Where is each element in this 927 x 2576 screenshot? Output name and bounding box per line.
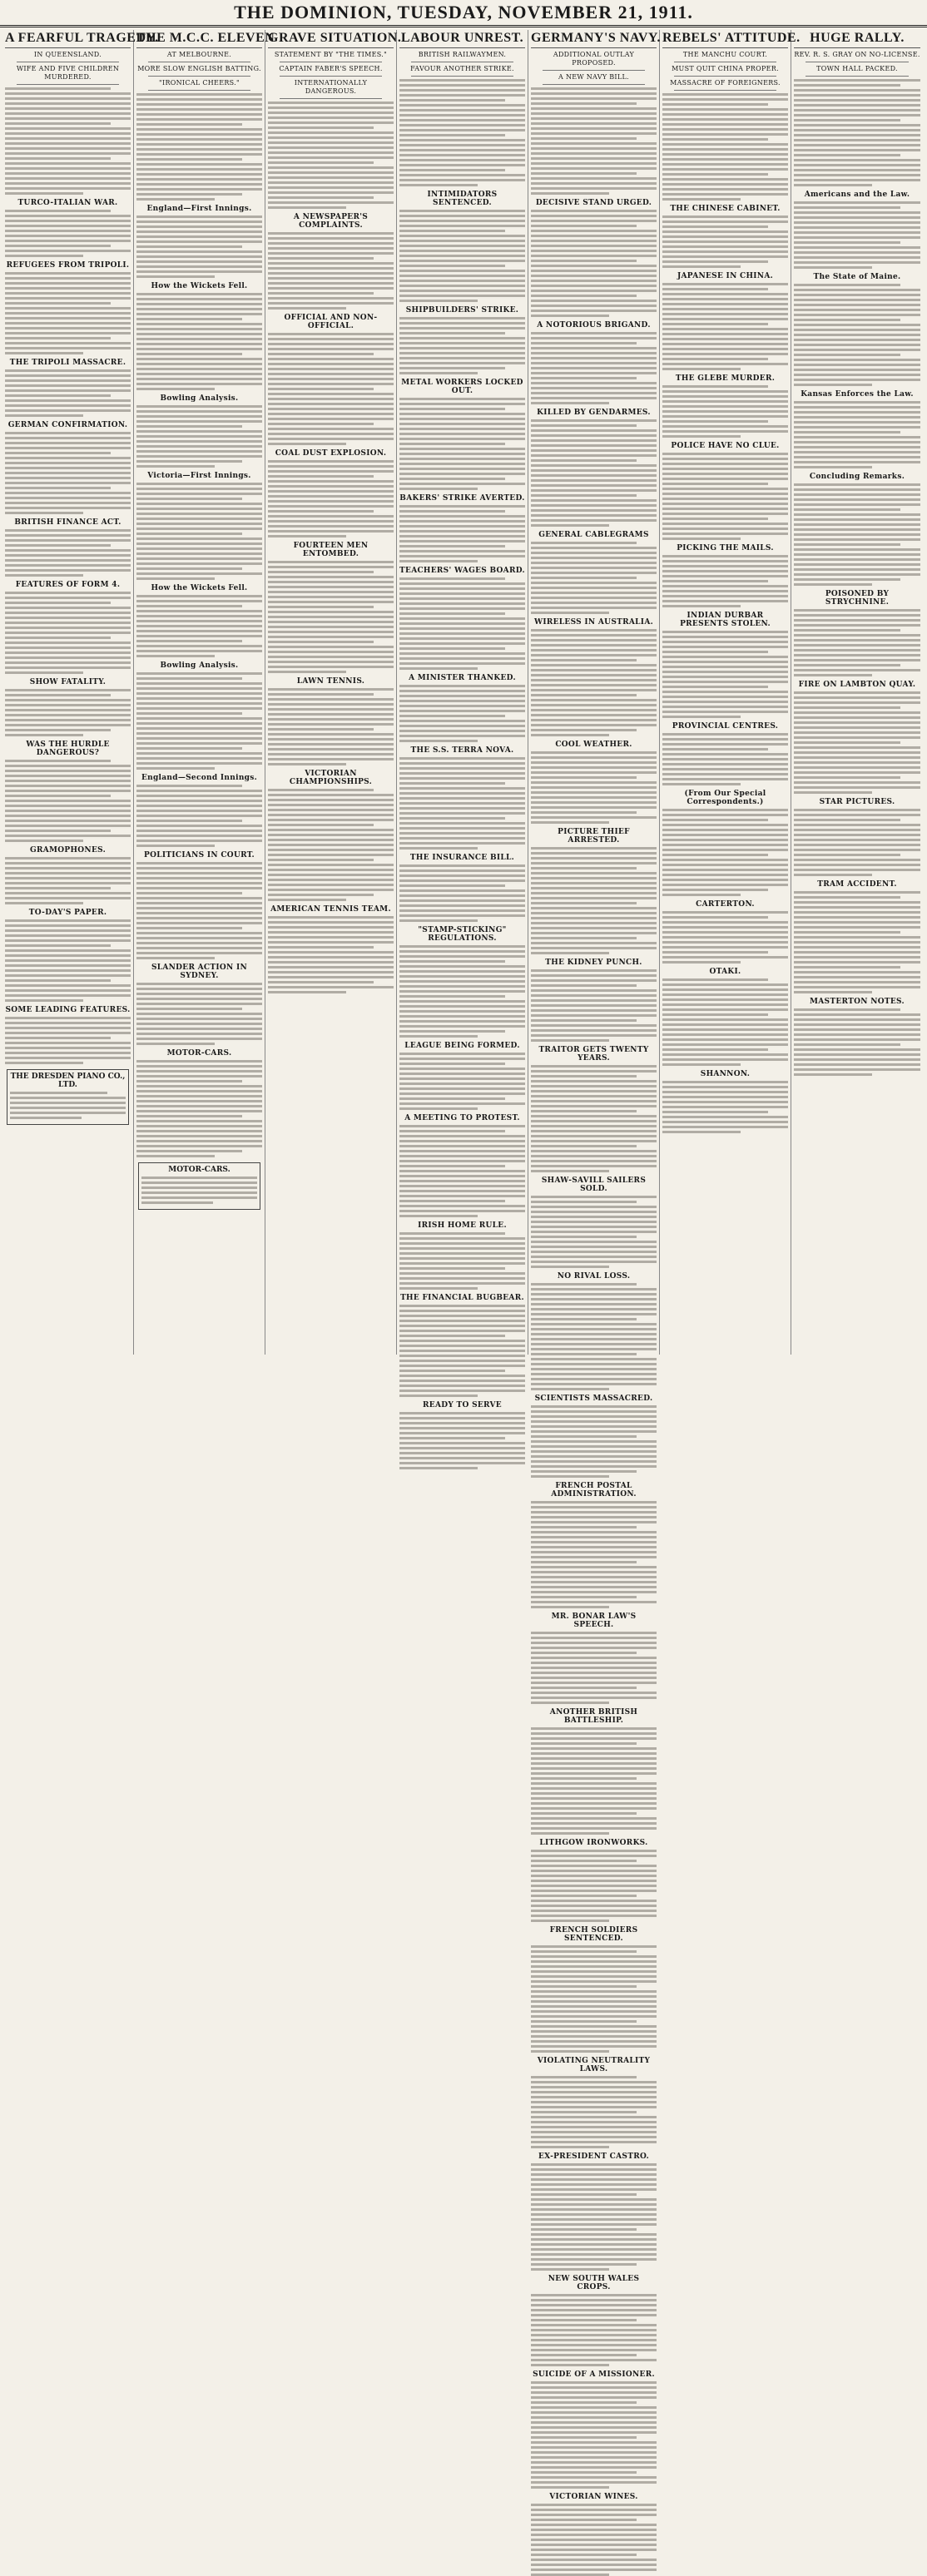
news-column bbox=[265, 30, 402, 1355]
body-text-block bbox=[531, 2076, 657, 2148]
column-subheading: STATEMENT BY "THE TIMES." bbox=[274, 51, 388, 58]
section-heading: SOME LEADING FEATURES. bbox=[5, 1006, 131, 1014]
section-heading: FRENCH POSTAL ADMINISTRATION. bbox=[551, 1482, 637, 1499]
body-text-block bbox=[531, 1632, 657, 1704]
body-text-block bbox=[399, 210, 525, 302]
body-text-block bbox=[662, 809, 788, 896]
body-text-block bbox=[136, 672, 262, 770]
column-headline: REBELS' ATTITUDE. bbox=[662, 30, 788, 48]
body-text-block bbox=[399, 1053, 525, 1110]
body-text-block bbox=[794, 1008, 920, 1076]
body-text-block bbox=[268, 688, 394, 765]
body-text-block bbox=[662, 385, 788, 438]
advertisement-title: MOTOR-CARS. bbox=[168, 1166, 231, 1174]
body-text-block bbox=[136, 1060, 262, 1157]
column-subheading: BRITISH RAILWAYMEN. bbox=[418, 51, 507, 58]
section-heading: THE GLEBE MURDER. bbox=[675, 374, 776, 383]
section-heading: JAPANESE IN CHINA. bbox=[677, 272, 774, 280]
section-heading: THE INSURANCE BILL. bbox=[409, 854, 515, 862]
body-text-block bbox=[662, 1081, 788, 1133]
body-text-block bbox=[531, 1065, 657, 1172]
section-heading: NO RIVAL LOSS. bbox=[557, 1272, 631, 1281]
body-text-block bbox=[531, 2381, 657, 2489]
section-heading: A NEWSPAPER'S COMPLAINTS. bbox=[293, 213, 369, 230]
section-heading: How the Wickets Fell. bbox=[151, 282, 248, 290]
section-heading: SUICIDE OF A MISSIONER. bbox=[533, 2370, 655, 2379]
body-text-block bbox=[136, 405, 262, 468]
body-text-block bbox=[399, 864, 525, 922]
divider bbox=[543, 70, 645, 71]
section-heading: TEACHERS' WAGES BOARD. bbox=[399, 567, 525, 575]
body-text-block bbox=[136, 785, 262, 847]
section-heading: METAL WORKERS LOCKED OUT. bbox=[401, 379, 523, 395]
section-heading: TURCO-ITALIAN WAR. bbox=[17, 199, 118, 207]
body-text-block bbox=[399, 685, 525, 742]
body-text-block bbox=[531, 629, 657, 736]
section-heading: PROVINCIAL CENTRES. bbox=[672, 722, 779, 731]
column-headline: GRAVE SITUATION. bbox=[268, 30, 394, 48]
section-heading: TRAITOR GETS TWENTY YEARS. bbox=[538, 1046, 649, 1063]
section-heading: A MINISTER THANKED. bbox=[409, 674, 516, 682]
body-text-block bbox=[531, 2504, 657, 2576]
section-heading: OTAKI. bbox=[709, 968, 741, 976]
body-text-block bbox=[531, 1850, 657, 1922]
section-heading: LEAGUE BEING FORMED. bbox=[404, 1042, 520, 1050]
section-heading: THE KIDNEY PUNCH. bbox=[545, 959, 642, 967]
section-heading: BAKERS' STRIKE AVERTED. bbox=[399, 494, 525, 503]
news-column bbox=[397, 30, 528, 1409]
news-column bbox=[134, 30, 275, 1355]
body-text-block bbox=[5, 760, 131, 842]
body-text-block bbox=[399, 505, 525, 562]
body-text-block bbox=[399, 1232, 525, 1290]
section-heading: WAS THE HURDLE DANGEROUS? bbox=[26, 741, 110, 757]
section-heading: POISONED BY STRYCHNINE. bbox=[825, 590, 890, 607]
column-headline: GERMANY'S NAVY. bbox=[531, 30, 657, 48]
section-heading: SHIPBUILDERS' STRIKE. bbox=[405, 306, 519, 315]
column-subheading: MASSACRE OF FOREIGNERS. bbox=[670, 79, 781, 87]
section-heading: Kansas Enforces the Law. bbox=[801, 390, 914, 399]
section-heading: TRAM ACCIDENT. bbox=[817, 880, 897, 889]
section-heading: POLICE HAVE NO CLUE. bbox=[671, 442, 780, 450]
section-heading: BRITISH FINANCE ACT. bbox=[14, 518, 121, 527]
section-heading: INTIMIDATORS SENTENCED. bbox=[427, 191, 498, 207]
section-heading: ANOTHER BRITISH BATTLESHIP. bbox=[549, 1708, 638, 1725]
body-text-block bbox=[794, 891, 920, 993]
body-text-block bbox=[662, 631, 788, 718]
divider bbox=[148, 76, 250, 77]
section-heading: Victoria—First Innings. bbox=[147, 472, 251, 480]
divider bbox=[17, 84, 119, 85]
body-text-block bbox=[531, 1196, 657, 1268]
body-text-block bbox=[5, 432, 131, 514]
body-text-block bbox=[136, 862, 262, 959]
body-text-block bbox=[662, 215, 788, 268]
section-heading: VIOLATING NEUTRALITY LAWS. bbox=[537, 2057, 651, 2073]
divider bbox=[411, 76, 513, 77]
section-heading: "STAMP-STICKING" REGULATIONS. bbox=[418, 926, 507, 943]
section-heading: SHOW FATALITY. bbox=[29, 678, 107, 686]
body-text-block bbox=[531, 1727, 657, 1835]
section-heading: FEATURES OF FORM 4. bbox=[15, 581, 121, 589]
body-text-block bbox=[136, 293, 262, 390]
section-heading: AMERICAN TENNIS TEAM. bbox=[270, 905, 391, 914]
section-heading: MR. BONAR LAW'S SPEECH. bbox=[551, 1612, 637, 1629]
body-text-block bbox=[268, 789, 394, 901]
body-text-block bbox=[662, 978, 788, 1066]
section-heading: VICTORIAN WINES. bbox=[549, 2493, 638, 2501]
section-heading: IRISH HOME RULE. bbox=[418, 1221, 507, 1230]
column-subheading: REV. R. S. GRAY ON NO-LICENSE. bbox=[794, 51, 920, 58]
section-heading: READY TO SERVE bbox=[423, 1401, 502, 1409]
body-text-block bbox=[662, 555, 788, 607]
divider bbox=[280, 98, 382, 99]
body-text-block bbox=[531, 847, 657, 954]
column-subheading: A NEW NAVY BILL. bbox=[558, 73, 629, 81]
section-heading: POLITICIANS IN COURT. bbox=[144, 851, 255, 859]
section-heading: COAL DUST EXPLOSION. bbox=[275, 449, 387, 458]
body-text-block bbox=[268, 916, 394, 993]
column-subheading: IN QUEENSLAND. bbox=[33, 51, 102, 58]
body-text-block bbox=[5, 919, 131, 1002]
column-headline: HUGE RALLY. bbox=[794, 30, 920, 48]
body-text-block bbox=[5, 689, 131, 736]
section-heading: A NOTORIOUS BRIGAND. bbox=[537, 321, 651, 329]
section-heading: DECISIVE STAND URGED. bbox=[535, 199, 652, 207]
body-text-block bbox=[794, 401, 920, 468]
section-heading: FOURTEEN MEN ENTOMBED. bbox=[293, 542, 369, 558]
body-text-block bbox=[794, 609, 920, 676]
body-text-block bbox=[5, 592, 131, 674]
section-heading: Bowling Analysis. bbox=[160, 661, 239, 670]
section-heading: COOL WEATHER. bbox=[555, 741, 632, 749]
body-text-block bbox=[5, 369, 131, 417]
section-heading: STAR PICTURES. bbox=[819, 798, 895, 806]
body-text-block bbox=[268, 561, 394, 673]
body-text-block bbox=[662, 93, 788, 201]
body-text-block bbox=[531, 419, 657, 527]
body-text-block bbox=[268, 460, 394, 537]
column-subheading: TOWN HALL PACKED. bbox=[816, 65, 898, 72]
section-heading: OFFICIAL AND NON-OFFICIAL. bbox=[284, 314, 378, 330]
body-text-block bbox=[531, 751, 657, 824]
section-heading: How the Wickets Fell. bbox=[151, 584, 248, 592]
body-text-block bbox=[399, 757, 525, 850]
section-heading: LAWN TENNIS. bbox=[296, 677, 365, 686]
body-text-block bbox=[531, 542, 657, 614]
news-column bbox=[660, 30, 801, 1355]
advertisement bbox=[7, 1069, 129, 1125]
column-subheading: MORE SLOW ENGLISH BATTING. bbox=[137, 65, 261, 72]
body-text-block bbox=[5, 272, 131, 354]
section-heading: WIRELESS IN AUSTRALIA. bbox=[533, 618, 654, 627]
column-subheading: "IRONICAL CHEERS." bbox=[159, 79, 240, 87]
body-text-block bbox=[399, 79, 525, 186]
columns bbox=[2, 30, 925, 2501]
column-subheading: WIFE AND FIVE CHILDREN MURDERED. bbox=[16, 65, 120, 81]
advertisement-title: THE DRESDEN PIANO CO., LTD. bbox=[10, 1073, 126, 1089]
body-text-block bbox=[531, 2294, 657, 2366]
body-text-block bbox=[141, 1177, 257, 1204]
column-subheading: ADDITIONAL OUTLAY PROPOSED. bbox=[553, 51, 635, 67]
column-subheading: THE MANCHU COURT. bbox=[682, 51, 768, 58]
divider bbox=[148, 90, 250, 91]
section-heading: Bowling Analysis. bbox=[160, 394, 239, 403]
body-text-block bbox=[794, 483, 920, 586]
section-heading: THE S.S. TERRA NOVA. bbox=[410, 746, 514, 755]
divider bbox=[280, 76, 382, 77]
body-text-block bbox=[531, 1405, 657, 1478]
section-heading: VICTORIAN CHAMPIONSHIPS. bbox=[289, 770, 373, 786]
section-heading: Concluding Remarks. bbox=[809, 473, 905, 481]
section-heading: REFUGEES FROM TRIPOLI. bbox=[6, 261, 130, 270]
divider bbox=[674, 76, 776, 77]
column-headline: LABOUR UNREST. bbox=[399, 30, 525, 48]
body-text-block bbox=[794, 284, 920, 386]
body-text-block bbox=[531, 87, 657, 195]
body-text-block bbox=[662, 733, 788, 785]
section-heading: THE TRIPOLI MASSACRE. bbox=[9, 359, 126, 367]
divider bbox=[806, 76, 909, 77]
column-subheading: INTERNATIONALLY DANGEROUS. bbox=[294, 79, 368, 95]
section-heading: FIRE ON LAMBTON QUAY. bbox=[798, 681, 916, 689]
section-heading: (From Our Special Correspondents.) bbox=[684, 790, 766, 806]
section-heading: THE CHINESE CABINET. bbox=[670, 205, 781, 213]
section-heading: PICTURE THIEF ARRESTED. bbox=[558, 828, 630, 845]
body-text-block bbox=[399, 1125, 525, 1217]
section-heading: SCIENTISTS MASSACRED. bbox=[534, 1395, 653, 1403]
body-text-block bbox=[662, 283, 788, 370]
section-heading: MOTOR-CARS. bbox=[166, 1049, 232, 1058]
section-heading: Americans and the Law. bbox=[804, 191, 910, 199]
body-text-block bbox=[794, 79, 920, 186]
body-text-block bbox=[531, 332, 657, 404]
section-heading: INDIAN DURBAR PRESENTS STOLEN. bbox=[680, 612, 771, 628]
body-text-block bbox=[531, 2163, 657, 2271]
section-heading: GRAMOPHONES. bbox=[29, 846, 107, 855]
body-text-block bbox=[662, 911, 788, 964]
body-text-block bbox=[136, 983, 262, 1045]
body-text-block bbox=[399, 945, 525, 1038]
body-text-block bbox=[531, 210, 657, 317]
body-text-block bbox=[531, 1945, 657, 2053]
body-text-block bbox=[136, 483, 262, 580]
column-subheading: FAVOUR ANOTHER STRIKE. bbox=[410, 65, 514, 72]
section-heading: NEW SOUTH WALES CROPS. bbox=[548, 2275, 640, 2291]
section-heading: England—First Innings. bbox=[146, 205, 252, 213]
body-text-block bbox=[136, 215, 262, 278]
body-text-block bbox=[399, 398, 525, 490]
section-heading: The State of Maine. bbox=[813, 273, 901, 281]
column-subheading: CAPTAIN FABER'S SPEECH. bbox=[279, 65, 383, 72]
section-heading: SLANDER ACTION IN SYDNEY. bbox=[151, 964, 248, 980]
body-text-block bbox=[136, 595, 262, 657]
section-heading: TO-DAY'S PAPER. bbox=[28, 909, 107, 917]
body-text-block bbox=[399, 317, 525, 374]
body-text-block bbox=[399, 577, 525, 670]
section-heading: KILLED BY GENDARMES. bbox=[537, 409, 651, 417]
column-subheading: MUST QUIT CHINA PROPER. bbox=[672, 65, 779, 72]
section-heading: SHANNON. bbox=[700, 1070, 751, 1078]
body-text-block bbox=[5, 529, 131, 577]
section-heading: EX-PRESIDENT CASTRO. bbox=[538, 2152, 650, 2161]
body-text-block bbox=[794, 691, 920, 794]
news-column bbox=[791, 30, 923, 1355]
body-text-block bbox=[399, 1305, 525, 1397]
body-text-block bbox=[268, 232, 394, 310]
body-text-block bbox=[136, 93, 262, 201]
body-text-block bbox=[531, 1283, 657, 1390]
column-headline: THE M.C.C. ELEVEN bbox=[136, 30, 262, 48]
body-text-block bbox=[5, 210, 131, 257]
section-heading: LITHGOW IRONWORKS. bbox=[539, 1839, 648, 1847]
section-heading: CARTERTON. bbox=[696, 900, 755, 909]
divider bbox=[543, 84, 645, 85]
body-text-block bbox=[531, 969, 657, 1042]
body-text-block bbox=[794, 809, 920, 876]
section-heading: A MEETING TO PROTEST. bbox=[404, 1114, 520, 1122]
column-headline: A FEARFUL TRAGEDY. bbox=[5, 30, 131, 48]
section-heading: PICKING THE MAILS. bbox=[677, 544, 774, 552]
column-subheading: AT MELBOURNE. bbox=[166, 51, 232, 58]
body-text-block bbox=[399, 1412, 525, 1469]
divider bbox=[674, 90, 776, 91]
section-heading: England—Second Innings. bbox=[141, 774, 258, 782]
advertisement bbox=[138, 1162, 260, 1210]
body-text-block bbox=[10, 1092, 126, 1119]
masthead: THE DOMINION, TUESDAY, NOVEMBER 21, 1911. bbox=[0, 0, 927, 27]
body-text-block bbox=[268, 102, 394, 209]
body-text-block bbox=[268, 333, 394, 445]
body-text-block bbox=[5, 1017, 131, 1064]
news-column bbox=[2, 30, 159, 1355]
section-heading: THE FINANCIAL BUGBEAR. bbox=[400, 1294, 524, 1302]
body-text-block bbox=[662, 453, 788, 540]
body-text-block bbox=[794, 201, 920, 269]
news-column bbox=[528, 30, 661, 2501]
section-heading: GERMAN CONFIRMATION. bbox=[7, 421, 128, 429]
section-heading: FRENCH SOLDIERS SENTENCED. bbox=[549, 1926, 638, 1943]
body-text-block bbox=[5, 857, 131, 904]
section-heading: SHAW-SAVILL SAILERS SOLD. bbox=[541, 1177, 647, 1193]
section-heading: MASTERTON NOTES. bbox=[810, 998, 905, 1006]
body-text-block bbox=[531, 1501, 657, 1608]
section-heading: GENERAL CABLEGRAMS bbox=[538, 531, 649, 539]
body-text-block bbox=[5, 87, 131, 195]
